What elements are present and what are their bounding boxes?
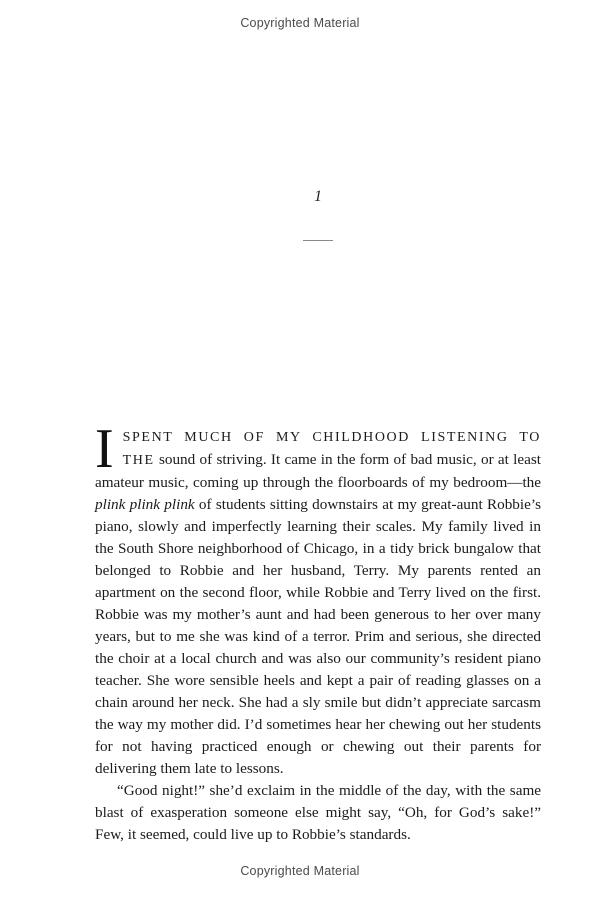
page-body (95, 418, 541, 846)
paragraph-1-text: sound of striving. It came in the form of bad music, or at least amateur music, coming up through the floorboards of my bedroom—the (95, 451, 541, 491)
chapter-number: 1 (314, 188, 322, 205)
drop-cap: I (95, 418, 114, 480)
opening-caps-run: SPENT MUCH OF MY CHILDHOOD LISTENING TO THE (122, 430, 541, 468)
paragraph-1 (95, 418, 541, 780)
copyright-notice-top: Copyrighted Material (240, 16, 360, 30)
chapter-divider (303, 240, 333, 241)
paragraph-2: “Good night!” she’d exclaim in the middle of the day, with the same blast of exasperation someone else might say, “Oh, for God’s sake!” Few, it seemed, could live up to Robbie’s standards. (95, 782, 541, 843)
copyright-notice-bottom: Copyrighted Material (240, 864, 360, 878)
paragraph-1-text-continued: of students sitting downstairs at my great-aunt Robbie’s piano, slowly and imperfectly learning their scales. My family lived in the South Shore neighborhood of Chicago, in a tidy brick bungalow that belonged to Robbie and her husband, Terry. My parents rented an apartment on the second floor, while Robbie and Terry lived on the first. Robbie was my mother’s aunt and had been generous to her over many years, but to me she was kind of a terror. Prim and serious, she directed the choir at a local church and was also our community’s resident piano teacher. She wore sensible heels and kept a pair of reading glasses on a chain around her neck. She had a sly smile but didn’t appreciate sarcasm the way my mother did. I’d sometimes hear her chewing out her students for not having practiced enough or chewing out their parents for delivering them late to lessons. (95, 496, 541, 777)
paragraph-1-italic-phrase: plink plink plink (95, 496, 195, 513)
